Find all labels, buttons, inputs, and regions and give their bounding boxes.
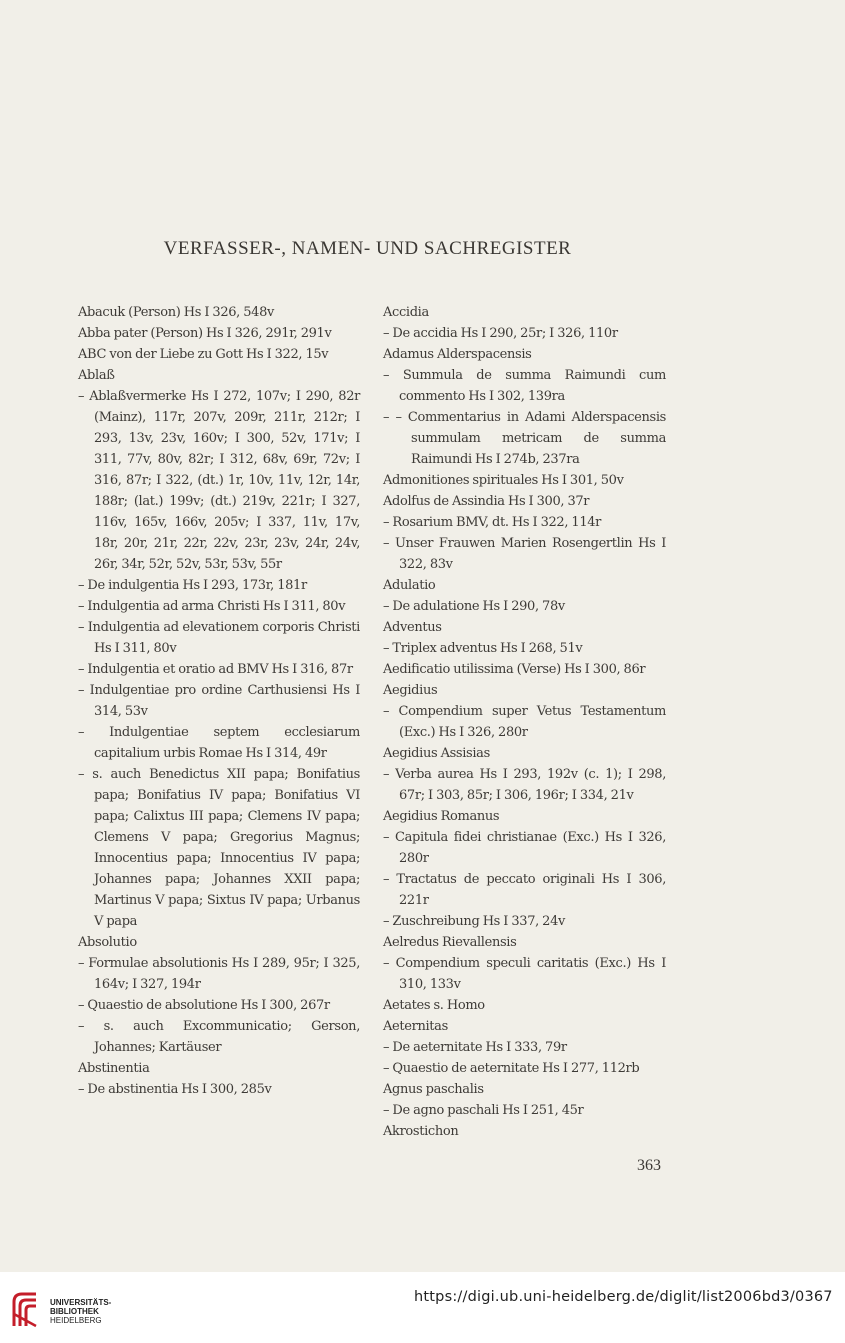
- index-subentry: – Quaestio de absolutione Hs I 300, 267r: [78, 998, 330, 1013]
- index-subentry: – Verba aurea Hs I 293, 192v (c. 1); I 298, 67r; I 303, 85r; I 306, 196r; I 334, 21v: [383, 767, 666, 803]
- index-subentry: – Summula de summa Raimundi cum commento Hs I 302, 139ra: [383, 368, 666, 404]
- index-subentry: – De accidia Hs I 290, 25r; I 326, 110r: [383, 326, 618, 341]
- source-url-link[interactable]: https://digi.ub.uni-heidelberg.de/diglit/list2006bd3/0367: [414, 1289, 833, 1305]
- index-subentry: – Ablaßvermerke Hs I 272, 107v; I 290, 82r (Mainz), 117r, 207v, 209r, 211r, 212r; I 293, 13v, 23v, 160v; I 300, 52v, 171v; I 311, 77v, 80v, 82r; I 312, 68v, 69r, 72v; I 316, 87r; I 322, (dt.) 1r, 10v, 11v, 12r, 14r, 188r; (lat.) 199v; (dt.) 219v, 221r; I 327, 116v, 165v, 166v, 205v; I 337, 11v, 17v, 18r, 20r, 21r, 22r, 22v, 23r, 23v, 24r, 24v, 26r, 34r, 52r, 52v, 53r, 53v, 55r: [78, 389, 360, 572]
- index-subentry: – Unser Frauwen Marien Rosengertlin Hs I 322, 83v: [383, 536, 666, 572]
- index-subentry: – Formulae absolutionis Hs I 289, 95r; I 325, 164v; I 327, 194r: [78, 956, 360, 992]
- index-subentry: – Indulgentia ad arma Christi Hs I 311, 80v: [78, 599, 346, 614]
- index-subentry: – Compendium super Vetus Testamentum (Exc.) Hs I 326, 280r: [383, 704, 666, 740]
- index-entry: Ablaß: [78, 368, 115, 383]
- library-name-line1: UNIVERSITÄTS-: [50, 1298, 112, 1307]
- index-entry: Adamus Alderspacensis: [383, 347, 532, 362]
- index-column-right: [383, 302, 666, 1142]
- index-subentry: – Indulgentiae septem ecclesiarum capitalium urbis Romae Hs I 314, 49r: [78, 725, 360, 761]
- index-entry: Abacuk (Person) Hs I 326, 548v: [78, 305, 274, 320]
- library-name-line2: BIBLIOTHEK: [50, 1307, 99, 1316]
- index-subentry: – De adulatione Hs I 290, 78v: [383, 599, 565, 614]
- library-name: [50, 1298, 111, 1325]
- index-subentry: – De agno paschali Hs I 251, 45r: [383, 1103, 584, 1118]
- index-entry: Aegidius: [383, 683, 438, 698]
- index-entry: ABC von der Liebe zu Gott Hs I 322, 15v: [78, 347, 329, 362]
- index-subentry: – De abstinentia Hs I 300, 285v: [78, 1082, 272, 1097]
- index-entry: Aetates s. Homo: [383, 998, 485, 1013]
- index-entry: Adulatio: [383, 578, 436, 593]
- index-entry: Aedificatio utilissima (Verse) Hs I 300, 86r: [383, 662, 646, 677]
- index-subentry: – Zuschreibung Hs I 337, 24v: [383, 914, 566, 929]
- index-entry: Abstinentia: [78, 1061, 150, 1076]
- index-subentry: – Capitula fidei christianae (Exc.) Hs I 326, 280r: [383, 830, 666, 866]
- footer-bar: [0, 1272, 845, 1343]
- index-entry: Aeternitas: [383, 1019, 448, 1034]
- index-subentry: – Rosarium BMV, dt. Hs I 322, 114r: [383, 515, 602, 530]
- index-entry: Agnus paschalis: [383, 1082, 484, 1097]
- index-subentry: – Compendium speculi caritatis (Exc.) Hs I 310, 133v: [383, 956, 666, 992]
- index-entry: Abba pater (Person) Hs I 326, 291r, 291v: [78, 326, 332, 341]
- library-name-line3: HEIDELBERG: [50, 1316, 102, 1325]
- index-subentry: – Indulgentia ad elevationem corporis Christi Hs I 311, 80v: [78, 620, 360, 656]
- index-subentry: – s. auch Excommunicatio; Gerson, Johannes; Kartäuser: [78, 1019, 360, 1055]
- index-entry: Aelredus Rievallensis: [383, 935, 517, 950]
- index-subentry: – Indulgentiae pro ordine Carthusiensi Hs I 314, 53v: [78, 683, 360, 719]
- index-entry: Adventus: [383, 620, 442, 635]
- index-column-left: [78, 302, 360, 1100]
- index-entry: Akrostichon: [383, 1124, 459, 1139]
- page-number: 363: [637, 1157, 661, 1174]
- index-entry: Absolutio: [78, 935, 137, 950]
- index-subentry: – – Commentarius in Adami Alderspacensis summulam metricam de summa Raimundi Hs I 274b, 237ra: [383, 410, 666, 467]
- index-entry: Accidia: [383, 305, 429, 320]
- index-subentry: – Quaestio de aeternitate Hs I 277, 112rb: [383, 1061, 640, 1076]
- index-entry: Adolfus de Assindia Hs I 300, 37r: [383, 494, 590, 509]
- index-subentry: – Indulgentia et oratio ad BMV Hs I 316, 87r: [78, 662, 353, 677]
- index-subentry: – De indulgentia Hs I 293, 173r, 181r: [78, 578, 307, 593]
- index-entry: Admonitiones spirituales Hs I 301, 50v: [383, 473, 624, 488]
- index-subentry: – Triplex adventus Hs I 268, 51v: [383, 641, 583, 656]
- page-title: VERFASSER-, NAMEN- UND SACHREGISTER: [163, 238, 572, 259]
- index-subentry: – s. auch Benedictus XII papa; Bonifatius papa; Bonifatius IV papa; Bonifatius VI papa; Calixtus III papa; Clemens IV papa; Clemens V papa; Gregorius Magnus; Innocentius papa; Innocentius IV papa; Johannes papa; Johannes XXII papa; Martinus V papa; Sixtus IV papa; Urbanus V papa: [78, 767, 360, 929]
- index-entry: Aegidius Romanus: [383, 809, 500, 824]
- library-logo-icon[interactable]: [10, 1290, 40, 1330]
- index-subentry: – Tractatus de peccato originali Hs I 306, 221r: [383, 872, 666, 908]
- index-entry: Aegidius Assisias: [383, 746, 490, 761]
- index-subentry: – De aeternitate Hs I 333, 79r: [383, 1040, 567, 1055]
